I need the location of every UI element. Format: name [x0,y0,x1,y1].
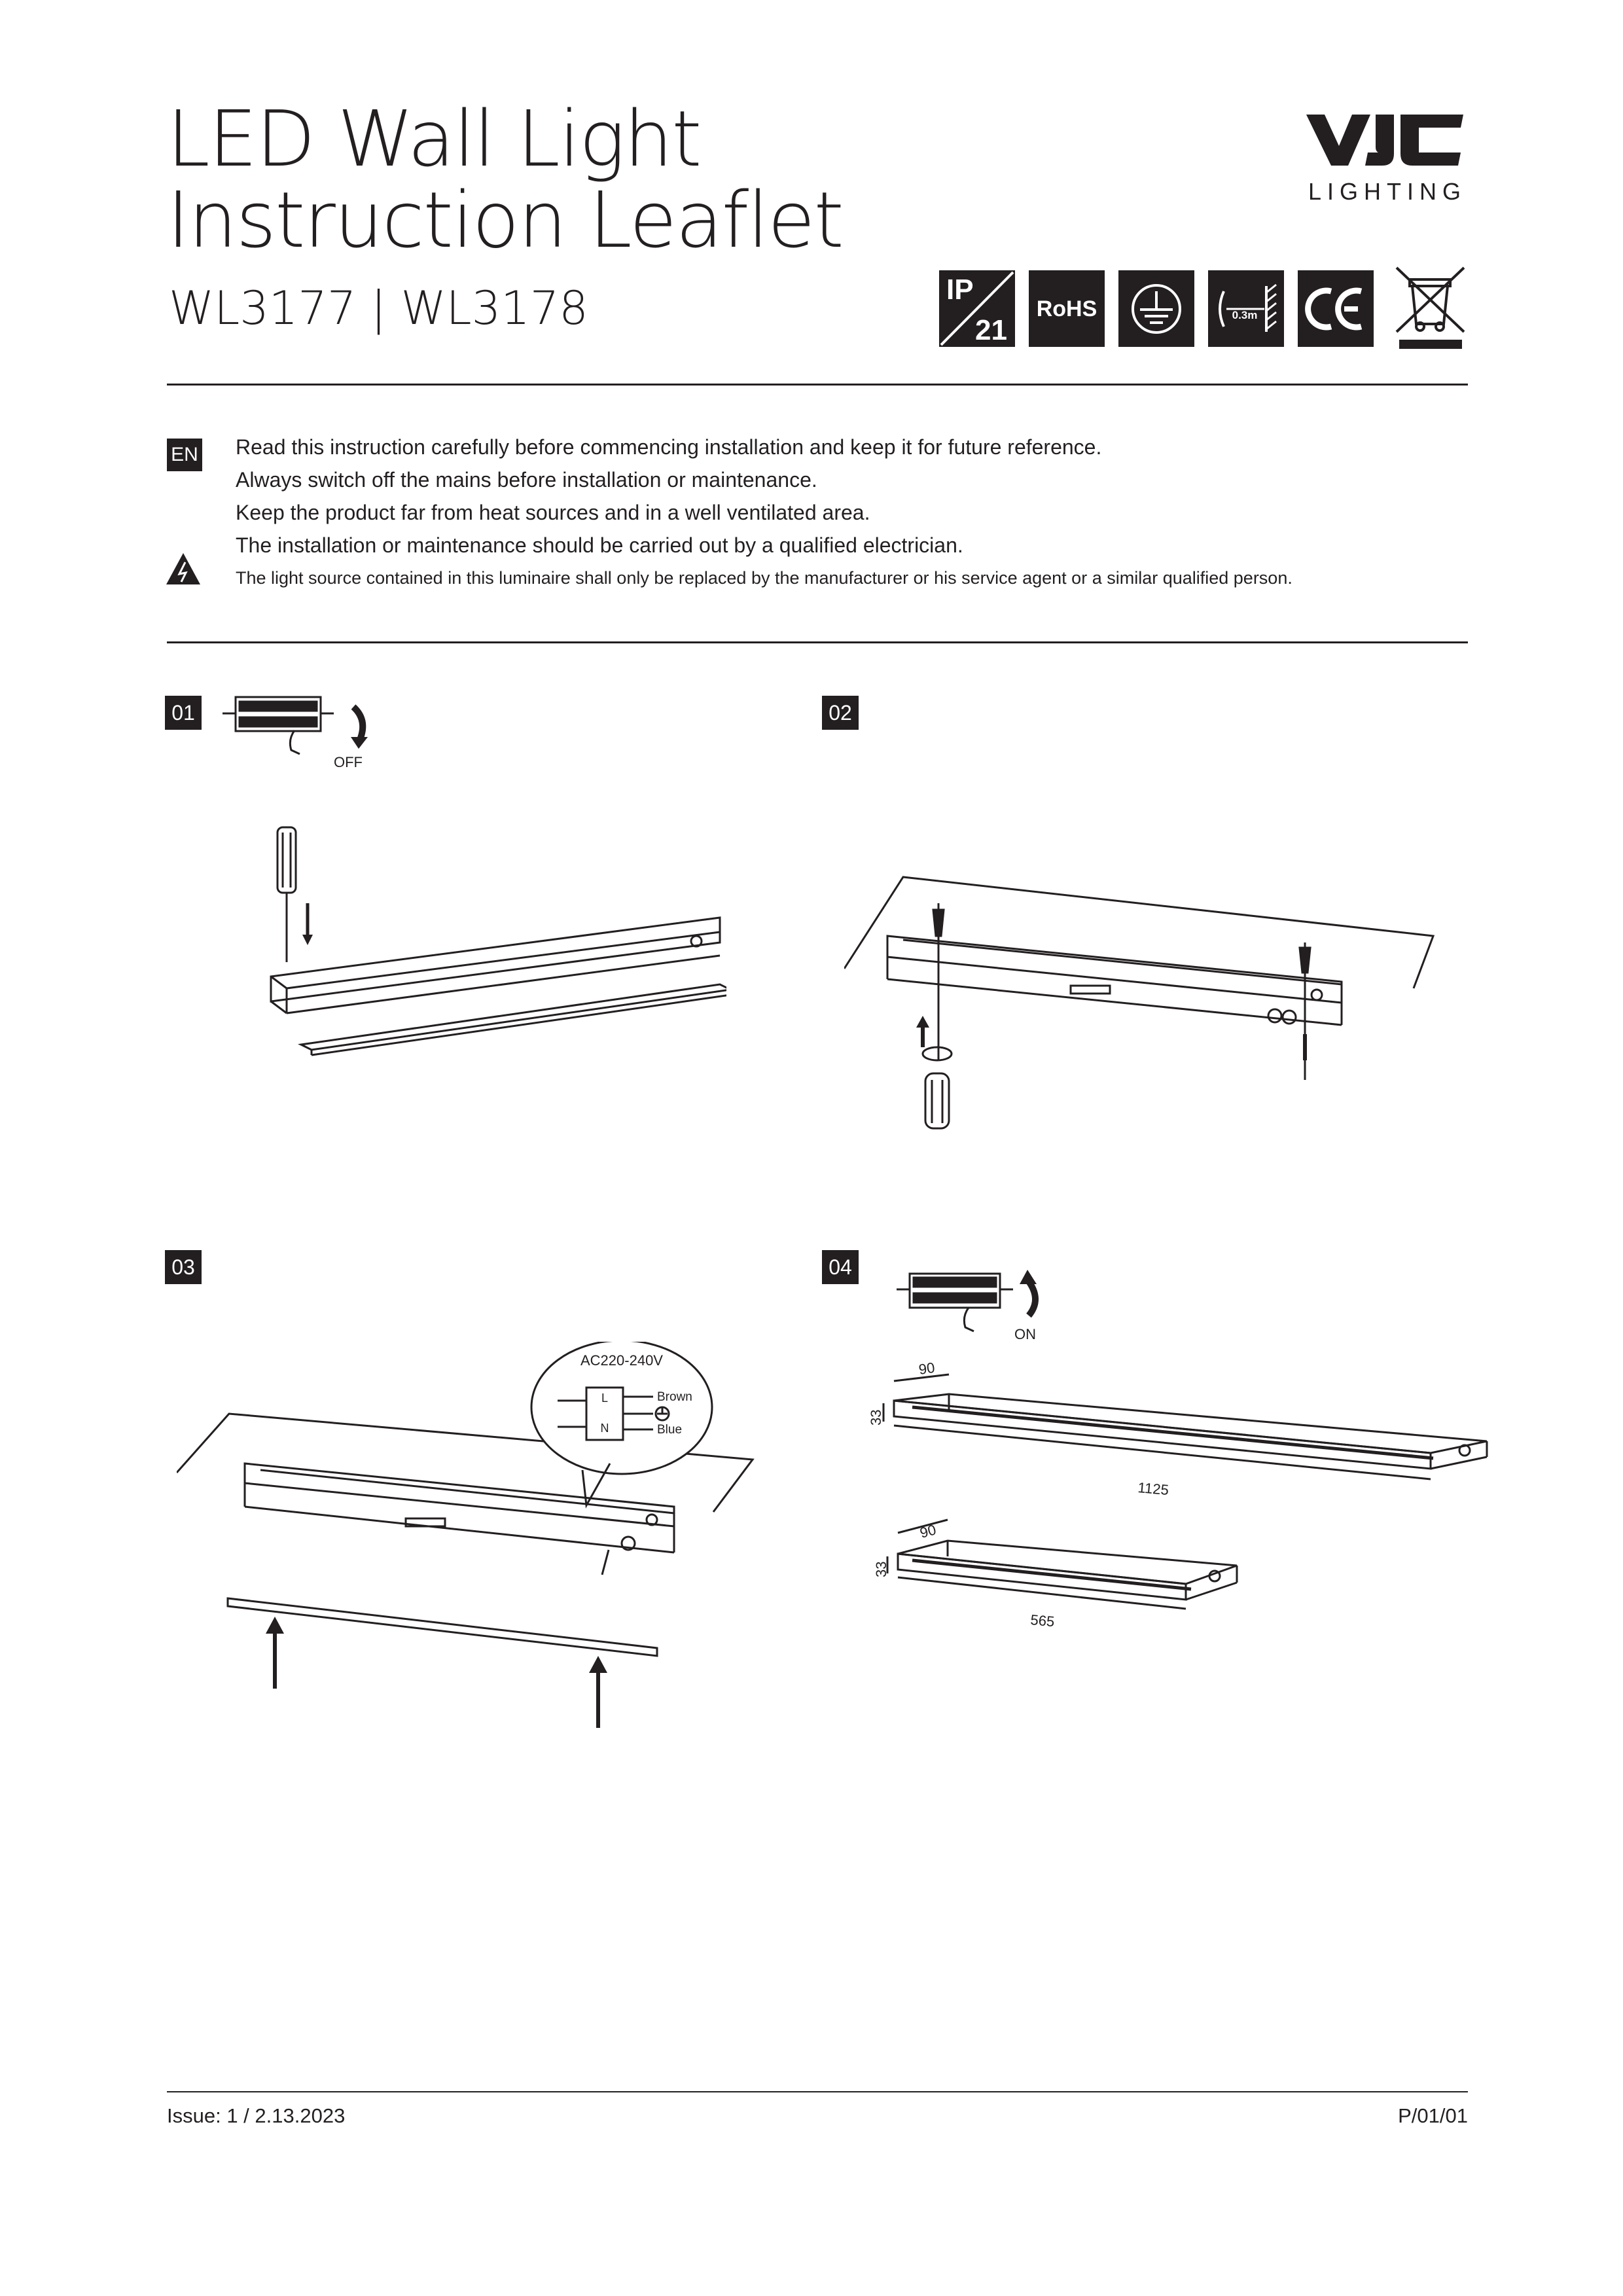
push-up-arrows [266,1617,607,1728]
long-model-height: 33 [868,1409,884,1426]
short-model-width: 90 [918,1521,938,1541]
light-body-step-02 [887,936,1342,1025]
short-model-length: 565 [1029,1611,1056,1630]
title-line-1: LED Wall Light [167,94,701,184]
weee-icon [1397,268,1464,349]
class-1-earth-icon [1118,270,1194,347]
svg-text:RoHS: RoHS [1036,296,1097,321]
step-04-badge: 04 [822,1250,859,1284]
long-model-width: 90 [918,1359,936,1378]
ceiling-plane [844,877,1433,988]
vjc-logo-mark [1306,115,1463,166]
rohs-icon [1029,270,1105,347]
step-01-switch-label: OFF [334,754,363,770]
issue-info: Issue: 1 / 2.13.2023 [167,2104,346,2127]
step-02-badge: 02 [822,696,859,730]
instruction-line-1: Read this instruction carefully before commencing installation and keep it for future reference. [236,435,1102,459]
voltage-label: AC220-240V [580,1352,663,1369]
instruction-line-2: Always switch off the mains before installation or maintenance. [236,468,817,492]
svg-text:IP: IP [946,274,974,306]
title-line-2: Instruction Leaflet [167,175,843,265]
step-03-badge: 03 [165,1250,202,1284]
ip21-icon [939,270,1015,347]
breaker-on-icon [897,1270,1037,1331]
breaker-off-icon [223,697,368,754]
step-03-illustration [177,1342,805,1748]
certification-icons [936,259,1479,357]
step-04-switch-label: ON [1014,1326,1036,1342]
step-01-illustration [216,681,726,1073]
diffuser-cover-step-03 [228,1598,657,1656]
instructions-divider [167,641,1468,643]
electrical-warning-icon [165,552,202,586]
short-model-wl3178 [887,1520,1237,1609]
language-badge: EN [167,439,202,471]
screwdriver-rotate-icon [923,1047,952,1128]
step-02-illustration [844,864,1453,1139]
svg-text:21: 21 [975,314,1007,346]
screwdriver-icon [277,827,313,962]
header-divider [167,384,1468,386]
page-number: P/01/01 [1398,2104,1468,2127]
ce-icon [1298,270,1374,347]
terminal-live-label: L [601,1391,609,1405]
document-title [167,94,843,265]
vjc-lighting-logo [1302,108,1472,206]
terminal-neutral-label: N [600,1422,609,1435]
long-model-wl3177 [883,1374,1487,1479]
wall-plug-screws [916,903,1310,1080]
instruction-line-3: Keep the product far from heat sources and in a well ventilated area. [236,501,870,524]
svg-text:0.3m: 0.3m [1232,309,1258,321]
footer-divider [167,2091,1468,2092]
model-numbers: WL3177 | WL3178 [169,281,588,335]
brand-tagline: LIGHTING [1308,178,1467,205]
light-body-step-01 [271,918,726,1055]
light-body-step-03 [245,1463,674,1575]
safety-instructions [236,431,1293,594]
step-04-illustration [857,1250,1492,1656]
long-model-length: 1125 [1137,1479,1169,1499]
short-model-height: 33 [873,1561,889,1577]
instruction-line-4: The installation or maintenance should be carried out by a qualified electrician. [236,533,963,557]
min-distance-icon [1208,270,1284,347]
step-01-badge: 01 [165,696,202,730]
blue-wire-label: Blue [657,1423,683,1437]
warning-note: The light source contained in this luminaire shall only be replaced by the manufacturer or his service agent or a similar qualified person. [236,568,1293,588]
brown-wire-label: Brown [657,1390,692,1404]
